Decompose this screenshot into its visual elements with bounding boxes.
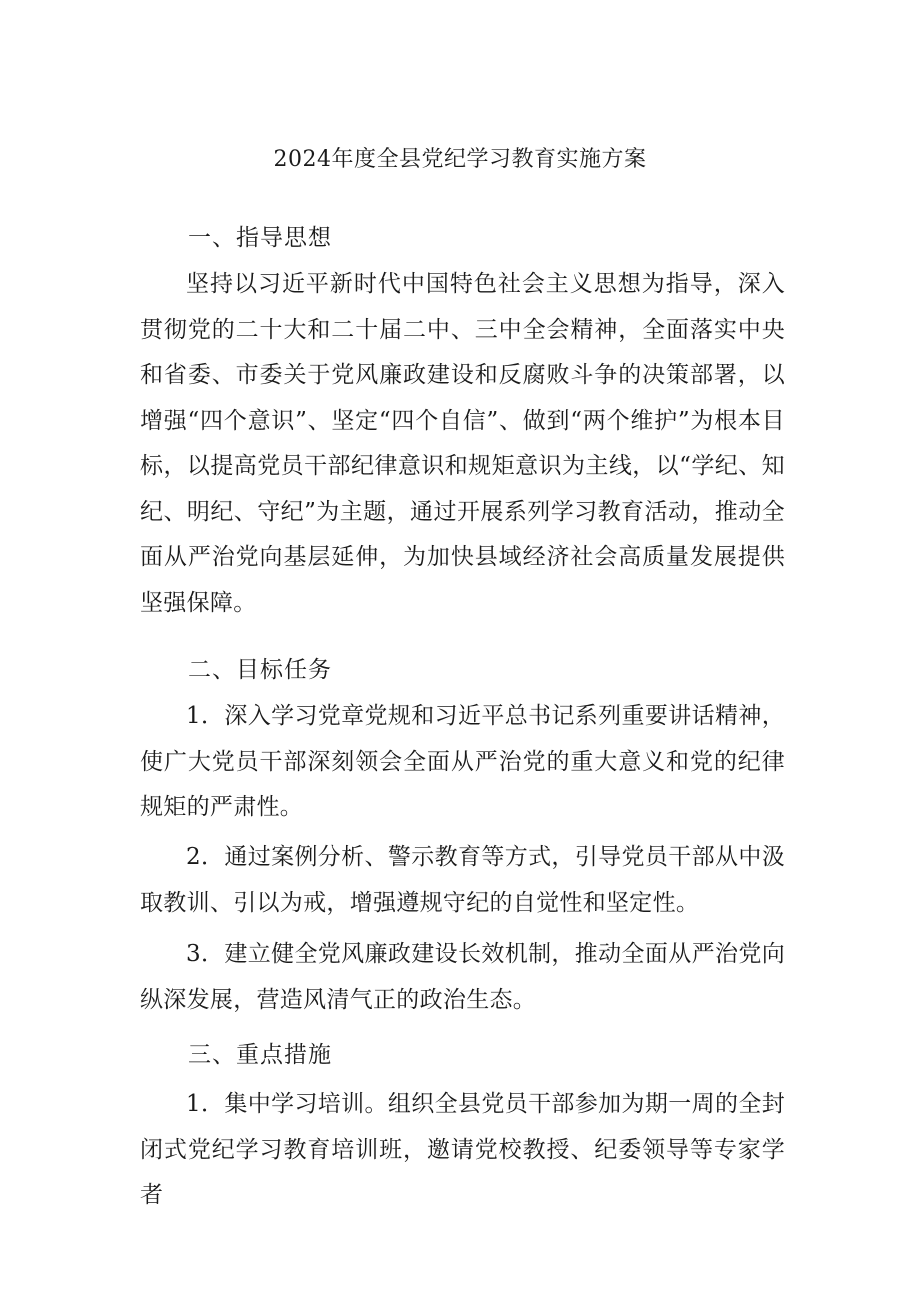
section-heading-key-measures: 三、重点措施 xyxy=(188,1042,332,1068)
section-heading-guiding-ideology: 一、指导思想 xyxy=(188,225,332,251)
paragraph-guiding-ideology: 坚持以习近平新时代中国特色社会主义思想为指导，深入贯彻党的二十大和二十届二中、三中全会精神，全面落实中央和省委、市委关于党风廉政建设和反腐败斗争的决策部署，以增强“四个意识”、坚定“四个自信”、做到“两个维护”为根本目标，以提高党员干部纪律意识和规矩意识为主线，以“学纪、知纪、明纪、守纪”为主题，通过开展系列学习教育活动，推动全面从严治党向基层延伸，为加快县域经济社会高质量发展提供坚强保障。 xyxy=(140,271,785,616)
document-title: 2024年度全县党纪学习教育实施方案 xyxy=(273,147,647,172)
paragraph-goal-1: 1．深入学习党章党规和习近平总书记系列重要讲话精神，使广大党员干部深刻领会全面从严治党的重大意义和党的纪律规矩的严肃性。 xyxy=(140,703,785,820)
paragraph-goal-3: 3．建立健全党风廉政建设长效机制，推动全面从严治党向纵深发展，营造风清气正的政治生态。 xyxy=(140,941,785,1013)
paragraph-measure-1: 1．集中学习培训。组织全县党员干部参加为期一周的全封闭式党纪学习教育培训班，邀请党校教授、纪委领导等专家学者 xyxy=(140,1091,785,1208)
paragraph-goal-2: 2．通过案例分析、警示教育等方式，引导党员干部从中汲取教训、引以为戒，增强遵规守纪的自觉性和坚定性。 xyxy=(140,844,785,916)
section-heading-goals-tasks: 二、目标任务 xyxy=(188,657,332,683)
